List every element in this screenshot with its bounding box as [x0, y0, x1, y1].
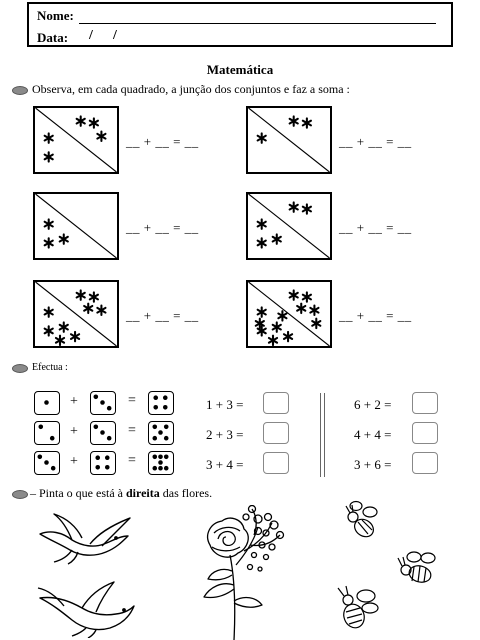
dice-pip [95, 455, 100, 460]
dice-pip [163, 395, 168, 400]
dice-icon [148, 421, 174, 445]
asterisk-icon [273, 322, 281, 331]
sum-answer-blanks[interactable]: __ + __ = __ [126, 134, 199, 149]
asterisk-icon [297, 304, 305, 313]
asterisk-icon [303, 204, 311, 213]
asterisk-icon [71, 332, 79, 341]
sum-answer-blanks[interactable]: __ + __ = __ [126, 308, 199, 323]
dice-icon [148, 451, 174, 475]
section1-instruction: Observa, em cada quadrado, a junção dos conjuntos e faz a soma : [32, 82, 350, 96]
bee-icon[interactable] [330, 580, 382, 638]
dice-icon [34, 421, 60, 445]
dice-icon [90, 391, 116, 415]
sum-expression: 3 + 6 = [354, 457, 392, 472]
set-square [33, 192, 119, 260]
asterisk-icon [77, 116, 85, 125]
dice-pip [164, 466, 169, 471]
bird-icon[interactable] [32, 510, 136, 565]
dice-pip [105, 455, 110, 460]
date-separator: / [113, 28, 117, 43]
bee-icon[interactable] [394, 548, 440, 592]
section2-instruction: Efectua : [32, 362, 68, 373]
date-label: Data: [37, 30, 69, 45]
set-square [33, 106, 119, 174]
asterisk-icon [303, 292, 311, 301]
column-divider [320, 393, 325, 477]
asterisk-icon [77, 290, 85, 299]
name-label: Nome: [37, 8, 74, 23]
set-square [246, 106, 332, 174]
asterisk-icon [290, 202, 298, 211]
dice-pip [44, 460, 49, 465]
asterisk-icon [97, 306, 105, 315]
section3-instruction [30, 486, 212, 501]
asterisk-icon [90, 292, 98, 301]
asterisk-icon [60, 234, 68, 243]
date-separator: / [89, 28, 93, 43]
sum-answer-blanks[interactable]: __ + __ = __ [126, 220, 199, 235]
equals-sign: = [128, 453, 136, 468]
dice-pip [152, 424, 157, 429]
asterisk-icon [290, 290, 298, 299]
asterisk-icon [84, 304, 92, 313]
asterisk-icon [303, 118, 311, 127]
dice-pip [105, 465, 110, 470]
asterisk-icon [269, 336, 277, 345]
sum-answer-blanks[interactable]: __ + __ = __ [339, 308, 412, 323]
answer-box[interactable] [412, 392, 438, 414]
equals-sign: = [128, 423, 136, 438]
dice-pip [158, 454, 163, 459]
dice-pip [95, 465, 100, 470]
asterisk-icon [258, 238, 266, 247]
asterisk-icon [258, 307, 266, 316]
asterisk-icon [45, 326, 53, 335]
dice-pip [152, 436, 157, 441]
answer-box[interactable] [412, 452, 438, 474]
set-square [246, 280, 332, 348]
dice-icon [148, 391, 174, 415]
student-info-box [27, 2, 453, 47]
dash: – [30, 486, 36, 500]
asterisk-icon [278, 311, 286, 320]
asterisk-icon [90, 118, 98, 127]
answer-box[interactable] [263, 422, 289, 444]
set-square [246, 192, 332, 260]
asterisk-icon [284, 332, 292, 341]
bullet-icon [12, 364, 28, 373]
sum-expression: 4 + 4 = [354, 427, 392, 442]
answer-box[interactable] [412, 422, 438, 444]
dice-icon [34, 391, 60, 415]
dice-pip [153, 405, 158, 410]
instruction-text: Pinta o que está à [36, 486, 126, 500]
asterisk-icon [273, 234, 281, 243]
asterisk-icon [45, 133, 53, 142]
dice-pip [38, 424, 43, 429]
dice-icon [90, 451, 116, 475]
asterisk-icon [56, 336, 64, 345]
dice-pip [50, 436, 55, 441]
page-title: Matemática [206, 62, 274, 77]
asterisk-icon [312, 319, 320, 328]
asterisk-icon [97, 132, 105, 141]
dice-pip [152, 454, 157, 459]
sum-expression: 6 + 2 = [354, 397, 392, 412]
sum-expression: 3 + 4 = [206, 457, 244, 472]
asterisk-icon [45, 152, 53, 161]
dice-pip [158, 460, 163, 465]
bird-icon[interactable] [34, 576, 138, 638]
bullet-icon [12, 490, 28, 499]
dice-pip [100, 400, 105, 405]
asterisk-icon [60, 322, 68, 331]
asterisk-icon [258, 133, 266, 142]
dice-pip [164, 424, 169, 429]
answer-box[interactable] [263, 452, 289, 474]
asterisk-icon [290, 116, 298, 125]
instruction-text: das flores. [159, 486, 213, 500]
sum-answer-blanks[interactable]: __ + __ = __ [339, 134, 412, 149]
name-field[interactable] [79, 23, 436, 24]
asterisk-icon [45, 238, 53, 247]
dice-pip [158, 430, 163, 435]
dice-pip [100, 430, 105, 435]
dice-pip [153, 395, 158, 400]
date-field[interactable] [67, 45, 140, 46]
dice-pip [163, 405, 168, 410]
plus-sign: + [70, 424, 78, 439]
dice-icon [90, 421, 116, 445]
dice-pip [107, 436, 112, 441]
dice-pip [152, 466, 157, 471]
instruction-keyword: direita [125, 486, 160, 500]
sum-expression: 2 + 3 = [206, 427, 244, 442]
asterisk-icon [310, 306, 318, 315]
dice-pip [164, 454, 169, 459]
sum-expression: 1 + 3 = [206, 397, 244, 412]
dice-pip [94, 424, 99, 429]
asterisk-icon [45, 219, 53, 228]
dice-pip [158, 466, 163, 471]
dice-pip [51, 466, 56, 471]
dice-pip [38, 454, 43, 459]
asterisk-icon [258, 219, 266, 228]
dice-pip [164, 436, 169, 441]
equals-sign: = [128, 393, 136, 408]
answer-box[interactable] [263, 392, 289, 414]
dice-pip [44, 400, 49, 405]
bee-icon[interactable] [340, 500, 384, 544]
dice-pip [107, 406, 112, 411]
dice-pip [94, 394, 99, 399]
set-square [33, 280, 119, 348]
rose-flowers-icon[interactable] [196, 505, 288, 640]
bullet-icon [12, 86, 28, 95]
plus-sign: + [70, 454, 78, 469]
dice-icon [34, 451, 60, 475]
asterisk-icon [45, 307, 53, 316]
sum-answer-blanks[interactable]: __ + __ = __ [339, 220, 412, 235]
plus-sign: + [70, 394, 78, 409]
